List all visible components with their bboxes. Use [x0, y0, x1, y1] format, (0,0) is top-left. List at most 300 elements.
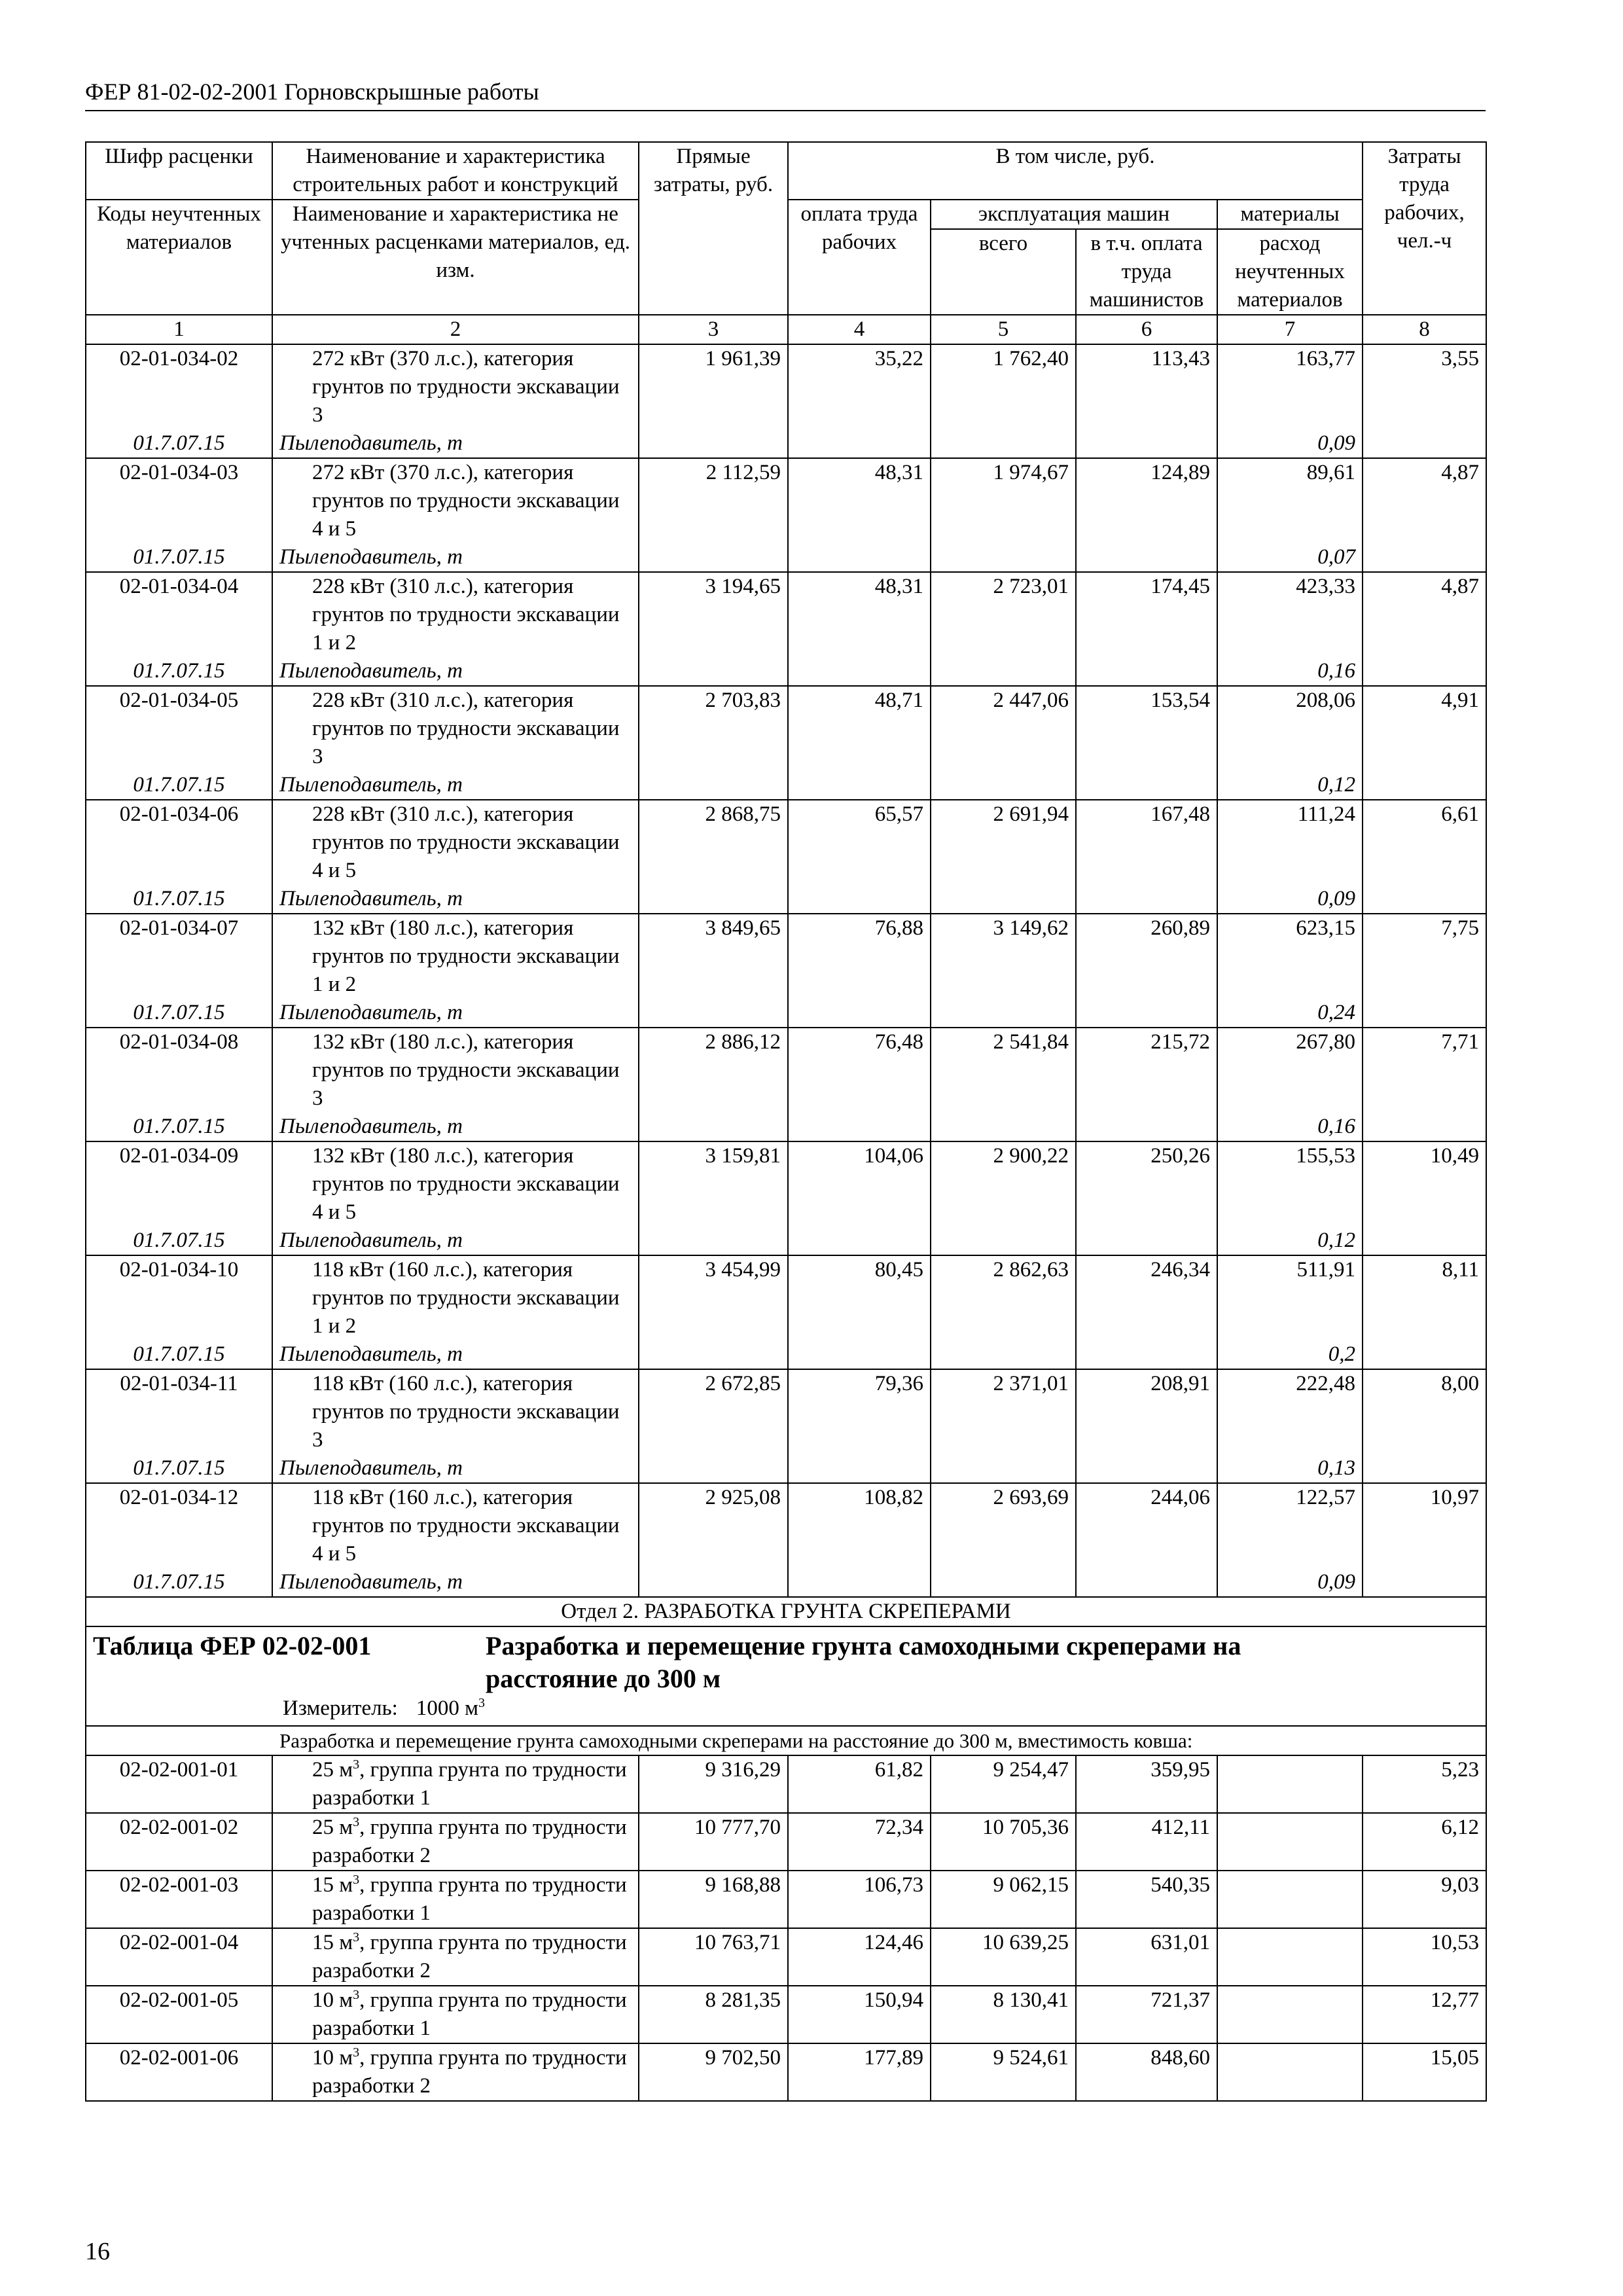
empty-cell: [639, 771, 788, 800]
rate-code: 02-01-034-09: [86, 1141, 272, 1227]
empty-cell: [931, 657, 1076, 686]
material-quantity: 0,07: [1217, 543, 1363, 572]
empty-cell: [788, 429, 931, 458]
rate-description: 132 кВт (180 л.с.), категория грунтов по трудности экскавации 1 и 2: [272, 914, 639, 999]
col-mach-labor-header: в т.ч. оплата труда машинистов: [1076, 229, 1217, 315]
meter-unit-exponent: 3: [478, 1696, 485, 1710]
rate-code: 02-01-034-05: [86, 686, 272, 771]
col-number: 5: [931, 315, 1076, 344]
rate-code: 02-02-001-03: [86, 1871, 272, 1928]
direct-cost: 2 868,75: [639, 800, 788, 885]
rate-description: 228 кВт (310 л.с.), категория грунтов по трудности экскавации 1 и 2: [272, 572, 639, 657]
material-row: [86, 657, 1486, 686]
rate-description: [272, 2043, 639, 2101]
rate-description: [272, 1928, 639, 1986]
empty-cell: [1076, 1227, 1217, 1255]
empty-cell: [931, 1227, 1076, 1255]
empty-cell: [1076, 999, 1217, 1028]
machine-cost: 10 705,36: [931, 1813, 1076, 1871]
machine-cost: 9 062,15: [931, 1871, 1076, 1928]
empty-cell: [1076, 429, 1217, 458]
col-name-header: Наименование и характеристика строительных работ и конструкций: [272, 142, 639, 200]
rate-description-text: , группа грунта по трудности разработки 2: [312, 2046, 627, 2098]
col-code-header: Шифр расценки: [86, 142, 272, 200]
table-row: [86, 1141, 1486, 1227]
machinist-labor-cost: 113,43: [1076, 344, 1217, 429]
machine-cost: 2 541,84: [931, 1028, 1076, 1113]
empty-cell: [639, 543, 788, 572]
table-row: [86, 344, 1486, 429]
labor-hours: 9,03: [1363, 1871, 1486, 1928]
col-labor-header: оплата труда рабочих: [788, 200, 931, 315]
material-quantity: 0,16: [1217, 657, 1363, 686]
rate-code: 02-01-034-12: [86, 1483, 272, 1568]
table-row: [86, 1369, 1486, 1454]
rate-code: 02-02-001-05: [86, 1986, 272, 2043]
machine-cost: 2 371,01: [931, 1369, 1076, 1454]
col-number: 2: [272, 315, 639, 344]
table-row: [86, 686, 1486, 771]
empty-cell: [1363, 1568, 1486, 1597]
labor-hours: 10,53: [1363, 1928, 1486, 1986]
header-row-1: [86, 142, 1486, 200]
material-code: 01.7.07.15: [86, 1340, 272, 1369]
labor-hours: 7,71: [1363, 1028, 1486, 1113]
machinist-labor-cost: 246,34: [1076, 1255, 1217, 1340]
material-row: [86, 1340, 1486, 1369]
machine-cost: 2 723,01: [931, 572, 1076, 657]
materials-cost: 89,61: [1217, 458, 1363, 543]
table-row: [86, 572, 1486, 657]
direct-cost: 3 159,81: [639, 1141, 788, 1227]
labor-cost: 76,48: [788, 1028, 931, 1113]
rate-description: [272, 1755, 639, 1813]
labor-hours: 15,05: [1363, 2043, 1486, 2101]
materials-cost: [1217, 1928, 1363, 1986]
material-row: [86, 771, 1486, 800]
direct-cost: 3 454,99: [639, 1255, 788, 1340]
materials-cost: [1217, 1755, 1363, 1813]
material-row: [86, 1113, 1486, 1141]
rate-description: 118 кВт (160 л.с.), категория грунтов по трудности экскавации 1 и 2: [272, 1255, 639, 1340]
labor-hours: 12,77: [1363, 1986, 1486, 2043]
labor-cost: 108,82: [788, 1483, 931, 1568]
rate-description-text: , группа грунта по трудности разработки 1: [312, 1873, 627, 1925]
section-title: Отдел 2. РАЗРАБОТКА ГРУНТА СКРЕПЕРАМИ: [86, 1597, 1486, 1626]
empty-cell: [788, 999, 931, 1028]
group-description-row: [86, 1726, 1486, 1755]
machinist-labor-cost: 124,89: [1076, 458, 1217, 543]
section-title-row: [86, 1597, 1486, 1626]
materials-cost: 155,53: [1217, 1141, 1363, 1227]
material-quantity: 0,09: [1217, 1568, 1363, 1597]
col-mach-total-header: всего: [931, 229, 1076, 315]
direct-cost: 2 112,59: [639, 458, 788, 543]
material-row: [86, 543, 1486, 572]
rate-description-text: , группа грунта по трудности разработки 2: [312, 1931, 627, 1982]
material-quantity: 0,12: [1217, 1227, 1363, 1255]
running-header: [85, 77, 1486, 111]
machinist-labor-cost: 153,54: [1076, 686, 1217, 771]
col-matcode-header: Коды неучтенных материалов: [86, 200, 272, 315]
empty-cell: [931, 1340, 1076, 1369]
empty-cell: [639, 1454, 788, 1483]
machinist-labor-cost: 215,72: [1076, 1028, 1217, 1113]
col-materials-header: материалы: [1217, 200, 1363, 229]
machine-cost: 8 130,41: [931, 1986, 1076, 2043]
material-row: [86, 999, 1486, 1028]
empty-cell: [639, 429, 788, 458]
volume-exponent: 3: [353, 1988, 360, 2002]
direct-cost: 9 316,29: [639, 1755, 788, 1813]
col-number: 4: [788, 315, 931, 344]
material-code: 01.7.07.15: [86, 771, 272, 800]
material-quantity: 0,09: [1217, 885, 1363, 914]
machinist-labor-cost: 260,89: [1076, 914, 1217, 999]
empty-cell: [931, 999, 1076, 1028]
empty-cell: [788, 1454, 931, 1483]
empty-cell: [788, 1113, 931, 1141]
labor-cost: 72,34: [788, 1813, 931, 1871]
empty-cell: [1363, 999, 1486, 1028]
material-code: 01.7.07.15: [86, 1113, 272, 1141]
materials-cost: [1217, 1986, 1363, 2043]
materials-cost: [1217, 1871, 1363, 1928]
empty-cell: [788, 885, 931, 914]
machinist-labor-cost: 848,60: [1076, 2043, 1217, 2101]
labor-hours: 8,00: [1363, 1369, 1486, 1454]
labor-cost: 48,71: [788, 686, 931, 771]
materials-cost: 623,15: [1217, 914, 1363, 999]
empty-cell: [1076, 1340, 1217, 1369]
running-header-title: ФЕР 81-02-02-2001 Горновскрышные работы: [85, 79, 539, 105]
direct-cost: 2 672,85: [639, 1369, 788, 1454]
machinist-labor-cost: 174,45: [1076, 572, 1217, 657]
empty-cell: [1363, 657, 1486, 686]
rate-code: 02-01-034-06: [86, 800, 272, 885]
labor-cost: 79,36: [788, 1369, 931, 1454]
machinist-labor-cost: 167,48: [1076, 800, 1217, 885]
col-hours-header: Затраты труда рабочих, чел.-ч: [1363, 142, 1486, 315]
machine-cost: 2 691,94: [931, 800, 1076, 885]
volume-exponent: 3: [353, 1757, 360, 1772]
rate-code: 02-01-034-04: [86, 572, 272, 657]
machinist-labor-cost: 244,06: [1076, 1483, 1217, 1568]
rate-code: 02-02-001-04: [86, 1928, 272, 1986]
table-row: [86, 1813, 1486, 1871]
material-name: Пылеподавитель, т: [272, 1227, 639, 1255]
material-row: [86, 1227, 1486, 1255]
labor-cost: 48,31: [788, 458, 931, 543]
rate-description: 132 кВт (180 л.с.), категория грунтов по трудности экскавации 4 и 5: [272, 1141, 639, 1227]
rate-code: 02-02-001-02: [86, 1813, 272, 1871]
material-code: 01.7.07.15: [86, 885, 272, 914]
material-quantity: 0,2: [1217, 1340, 1363, 1369]
col-machines-header: эксплуатация машин: [931, 200, 1217, 229]
material-code: 01.7.07.15: [86, 429, 272, 458]
empty-cell: [788, 657, 931, 686]
empty-cell: [639, 1340, 788, 1369]
labor-cost: 124,46: [788, 1928, 931, 1986]
labor-hours: 7,75: [1363, 914, 1486, 999]
material-name: Пылеподавитель, т: [272, 1568, 639, 1597]
table-title-block: [86, 1626, 1486, 1726]
empty-cell: [1076, 1454, 1217, 1483]
rate-code: 02-01-034-03: [86, 458, 272, 543]
machine-cost: 10 639,25: [931, 1928, 1076, 1986]
material-quantity: 0,16: [1217, 1113, 1363, 1141]
material-name: Пылеподавитель, т: [272, 543, 639, 572]
labor-hours: 3,55: [1363, 344, 1486, 429]
empty-cell: [931, 429, 1076, 458]
machinist-labor-cost: 359,95: [1076, 1755, 1217, 1813]
machinist-labor-cost: 412,11: [1076, 1813, 1217, 1871]
materials-cost: 511,91: [1217, 1255, 1363, 1340]
table-row: [86, 1255, 1486, 1340]
labor-cost: 177,89: [788, 2043, 931, 2101]
rate-description-text: , группа грунта по трудности разработки 1: [312, 1758, 627, 1810]
empty-cell: [1363, 543, 1486, 572]
machine-cost: 2 900,22: [931, 1141, 1076, 1227]
labor-cost: 76,88: [788, 914, 931, 999]
material-code: 01.7.07.15: [86, 1454, 272, 1483]
col-number: 7: [1217, 315, 1363, 344]
empty-cell: [788, 1568, 931, 1597]
empty-cell: [1076, 1113, 1217, 1141]
labor-cost: 150,94: [788, 1986, 931, 2043]
empty-cell: [1076, 543, 1217, 572]
table-row: [86, 458, 1486, 543]
rate-code: 02-01-034-07: [86, 914, 272, 999]
labor-hours: 10,49: [1363, 1141, 1486, 1227]
direct-cost: 8 281,35: [639, 1986, 788, 2043]
labor-cost: 35,22: [788, 344, 931, 429]
rates-table: [85, 141, 1487, 2102]
labor-hours: 6,12: [1363, 1813, 1486, 1871]
direct-cost: 1 961,39: [639, 344, 788, 429]
direct-cost: 2 925,08: [639, 1483, 788, 1568]
material-name: Пылеподавитель, т: [272, 1454, 639, 1483]
empty-cell: [1076, 1568, 1217, 1597]
table-row: [86, 1028, 1486, 1113]
material-row: [86, 1568, 1486, 1597]
direct-cost: 2 703,83: [639, 686, 788, 771]
volume-exponent: 3: [353, 1873, 360, 1887]
rate-description: 272 кВт (370 л.с.), категория грунтов по трудности экскавации 4 и 5: [272, 458, 639, 543]
table-row: [86, 1928, 1486, 1986]
empty-cell: [788, 1227, 931, 1255]
empty-cell: [1363, 1340, 1486, 1369]
labor-hours: 4,91: [1363, 686, 1486, 771]
col-mat-qty-header: расход неучтенных материалов: [1217, 229, 1363, 315]
material-row: [86, 429, 1486, 458]
empty-cell: [639, 657, 788, 686]
materials-cost: [1217, 2043, 1363, 2101]
labor-hours: 4,87: [1363, 458, 1486, 543]
labor-cost: 80,45: [788, 1255, 931, 1340]
empty-cell: [1363, 771, 1486, 800]
table-title: Разработка и перемещение грунта самоходными скреперами на расстояние до 300 м: [486, 1631, 1241, 1693]
group-description: Разработка и перемещение грунта самоходными скреперами на расстояние до 300 м, вместимость ковша:: [86, 1726, 1486, 1755]
material-code: 01.7.07.15: [86, 1568, 272, 1597]
empty-cell: [931, 1113, 1076, 1141]
materials-cost: 267,80: [1217, 1028, 1363, 1113]
meter-value: 1000 м: [416, 1696, 478, 1720]
rate-code: 02-02-001-06: [86, 2043, 272, 2101]
empty-cell: [931, 771, 1076, 800]
rate-description: 118 кВт (160 л.с.), категория грунтов по трудности экскавации 4 и 5: [272, 1483, 639, 1568]
bucket-volume: 10 м: [312, 2046, 353, 2070]
labor-hours: 4,87: [1363, 572, 1486, 657]
table-row: [86, 1755, 1486, 1813]
empty-cell: [1076, 657, 1217, 686]
volume-exponent: 3: [353, 1930, 360, 1945]
material-quantity: 0,09: [1217, 429, 1363, 458]
machine-cost: 9 254,47: [931, 1755, 1076, 1813]
col-number: 3: [639, 315, 788, 344]
table-row: [86, 914, 1486, 999]
materials-cost: [1217, 1813, 1363, 1871]
empty-cell: [788, 1340, 931, 1369]
machinist-labor-cost: 208,91: [1076, 1369, 1217, 1454]
direct-cost: 3 194,65: [639, 572, 788, 657]
bucket-volume: 15 м: [312, 1873, 353, 1897]
material-name: Пылеподавитель, т: [272, 1113, 639, 1141]
labor-hours: 5,23: [1363, 1755, 1486, 1813]
empty-cell: [931, 1454, 1076, 1483]
materials-cost: 222,48: [1217, 1369, 1363, 1454]
bucket-volume: 25 м: [312, 1816, 353, 1839]
table-row: [86, 800, 1486, 885]
direct-cost: 9 168,88: [639, 1871, 788, 1928]
machinist-labor-cost: 721,37: [1076, 1986, 1217, 2043]
machine-cost: 2 862,63: [931, 1255, 1076, 1340]
rate-description-text: , группа грунта по трудности разработки 1: [312, 1988, 627, 2040]
material-row: [86, 885, 1486, 914]
empty-cell: [639, 999, 788, 1028]
machine-cost: 2 693,69: [931, 1483, 1076, 1568]
empty-cell: [1076, 885, 1217, 914]
material-name: Пылеподавитель, т: [272, 429, 639, 458]
page-number: 16: [85, 2238, 110, 2265]
volume-exponent: 3: [353, 1815, 360, 1829]
direct-cost: 2 886,12: [639, 1028, 788, 1113]
bucket-volume: 10 м: [312, 1988, 353, 2012]
material-code: 01.7.07.15: [86, 999, 272, 1028]
rate-code: 02-01-034-11: [86, 1369, 272, 1454]
empty-cell: [931, 543, 1076, 572]
empty-cell: [639, 1227, 788, 1255]
empty-cell: [639, 1568, 788, 1597]
material-name: Пылеподавитель, т: [272, 885, 639, 914]
direct-cost: 10 777,70: [639, 1813, 788, 1871]
empty-cell: [1076, 771, 1217, 800]
table-row: [86, 1986, 1486, 2043]
machinist-labor-cost: 540,35: [1076, 1871, 1217, 1928]
material-code: 01.7.07.15: [86, 543, 272, 572]
empty-cell: [931, 885, 1076, 914]
material-quantity: 0,12: [1217, 771, 1363, 800]
table-label: Таблица ФЕР 02-02-001: [93, 1631, 372, 1660]
rate-description: 132 кВт (180 л.с.), категория грунтов по трудности экскавации 3: [272, 1028, 639, 1113]
materials-cost: 122,57: [1217, 1483, 1363, 1568]
empty-cell: [1363, 429, 1486, 458]
volume-exponent: 3: [353, 2045, 360, 2060]
material-code: 01.7.07.15: [86, 1227, 272, 1255]
labor-cost: 48,31: [788, 572, 931, 657]
machine-cost: 1 762,40: [931, 344, 1076, 429]
machine-cost: 2 447,06: [931, 686, 1076, 771]
machine-cost: 1 974,67: [931, 458, 1076, 543]
rate-description-text: , группа грунта по трудности разработки 2: [312, 1816, 627, 1867]
direct-cost: 9 702,50: [639, 2043, 788, 2101]
materials-cost: 208,06: [1217, 686, 1363, 771]
labor-hours: 8,11: [1363, 1255, 1486, 1340]
col-group-header: В том числе, руб.: [788, 142, 1363, 200]
meter-line: [93, 1695, 1479, 1721]
rate-description: 272 кВт (370 л.с.), категория грунтов по трудности экскавации 3: [272, 344, 639, 429]
table-title-row: [86, 1626, 1486, 1726]
empty-cell: [639, 885, 788, 914]
bucket-volume: 25 м: [312, 1758, 353, 1782]
machine-cost: 3 149,62: [931, 914, 1076, 999]
col-number: 1: [86, 315, 272, 344]
rate-description: [272, 1986, 639, 2043]
material-row: [86, 1454, 1486, 1483]
rate-code: 02-02-001-01: [86, 1755, 272, 1813]
empty-cell: [788, 543, 931, 572]
labor-cost: 65,57: [788, 800, 931, 885]
rate-description: 118 кВт (160 л.с.), категория грунтов по трудности экскавации 3: [272, 1369, 639, 1454]
rate-code: 02-01-034-02: [86, 344, 272, 429]
rate-code: 02-01-034-10: [86, 1255, 272, 1340]
materials-cost: 423,33: [1217, 572, 1363, 657]
direct-cost: 10 763,71: [639, 1928, 788, 1986]
material-name: Пылеподавитель, т: [272, 1340, 639, 1369]
material-code: 01.7.07.15: [86, 657, 272, 686]
empty-cell: [931, 1568, 1076, 1597]
materials-cost: 163,77: [1217, 344, 1363, 429]
machinist-labor-cost: 250,26: [1076, 1141, 1217, 1227]
col-number: 6: [1076, 315, 1217, 344]
empty-cell: [639, 1113, 788, 1141]
empty-cell: [1363, 885, 1486, 914]
material-quantity: 0,13: [1217, 1454, 1363, 1483]
machine-cost: 9 524,61: [931, 2043, 1076, 2101]
labor-cost: 61,82: [788, 1755, 931, 1813]
material-name: Пылеподавитель, т: [272, 771, 639, 800]
empty-cell: [1363, 1227, 1486, 1255]
column-numbers-row: [86, 315, 1486, 344]
bucket-volume: 15 м: [312, 1931, 353, 1954]
machinist-labor-cost: 631,01: [1076, 1928, 1217, 1986]
labor-cost: 106,73: [788, 1871, 931, 1928]
materials-cost: 111,24: [1217, 800, 1363, 885]
table-row: [86, 1483, 1486, 1568]
empty-cell: [1363, 1113, 1486, 1141]
table-row: [86, 1871, 1486, 1928]
labor-hours: 6,61: [1363, 800, 1486, 885]
labor-hours: 10,97: [1363, 1483, 1486, 1568]
empty-cell: [788, 771, 931, 800]
material-quantity: 0,24: [1217, 999, 1363, 1028]
rate-code: 02-01-034-08: [86, 1028, 272, 1113]
meter-label: Измеритель:: [283, 1696, 398, 1720]
material-name: Пылеподавитель, т: [272, 657, 639, 686]
col-number: 8: [1363, 315, 1486, 344]
rate-description: [272, 1871, 639, 1928]
direct-cost: 3 849,65: [639, 914, 788, 999]
